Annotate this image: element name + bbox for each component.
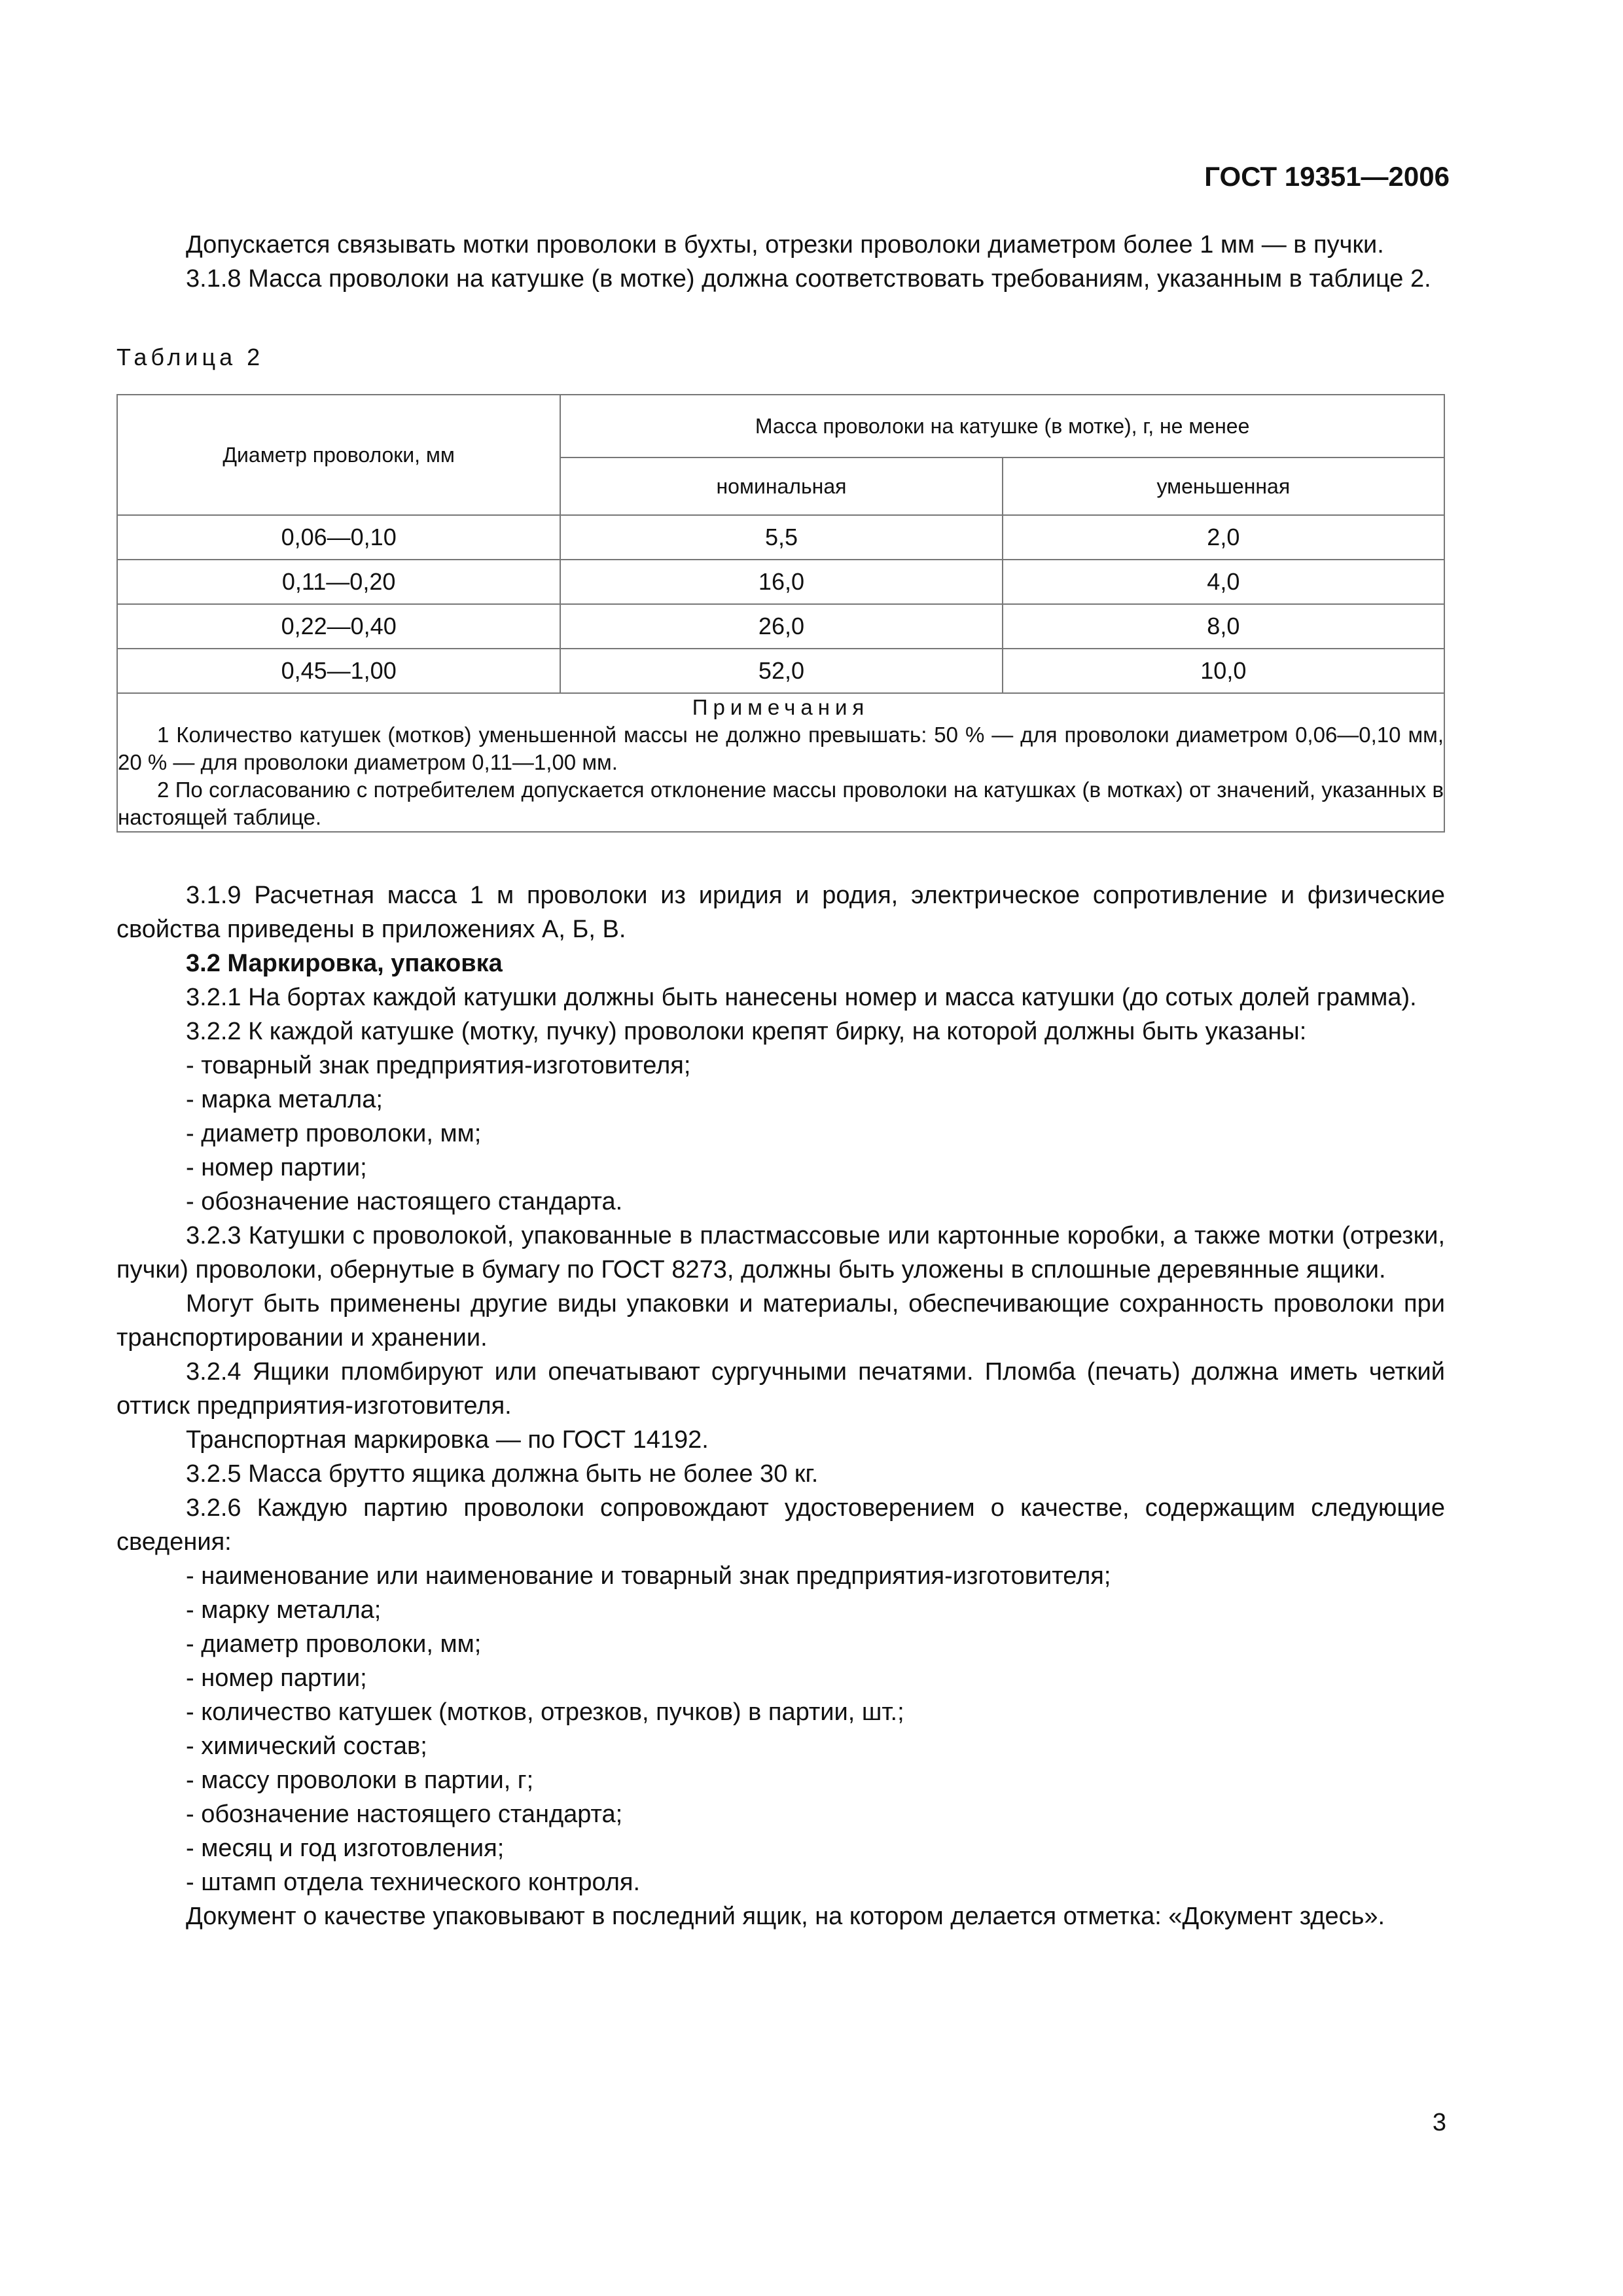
note-2: 2 По согласованию с потребителем допускается отклонение массы проволоки на катушках (в мотках) от значений, указанных в настоящей таблице. — [118, 778, 1444, 829]
paragraph-3-2-6: 3.2.6 Каждую партию проволоки сопровождают удостоверением о качестве, содержащим следующие сведения: — [116, 1494, 1445, 1556]
table-row — [117, 649, 1444, 693]
header-nominal: номинальная — [560, 457, 1002, 515]
cell-reduced: 8,0 — [1003, 604, 1444, 649]
table-notes-row — [117, 693, 1444, 832]
list-3-2-2 — [116, 1049, 1445, 1219]
notes-title: Примечания — [692, 695, 870, 719]
cell-nominal: 26,0 — [560, 604, 1002, 649]
header-diameter: Диаметр проволоки, мм — [117, 395, 560, 515]
intro-paragraph: Допускается связывать мотки проволоки в бухты, отрезки проволоки диаметром более 1 мм — в пучки. — [186, 231, 1384, 259]
document-header: ГОСТ 19351—2006 — [1204, 161, 1450, 192]
list-item: - марку металла; — [186, 1596, 382, 1624]
table-row — [117, 604, 1444, 649]
table-header-row — [117, 395, 1444, 457]
list-item: - количество катушек (мотков, отрезков, пучков) в партии, шт.; — [186, 1698, 904, 1726]
table-row — [117, 560, 1444, 604]
section-heading-3-2: 3.2 Маркировка, упаковка — [186, 950, 503, 977]
table-row — [117, 515, 1444, 560]
cell-nominal: 5,5 — [560, 515, 1002, 560]
list-item: - месяц и год изготовления; — [186, 1835, 505, 1862]
paragraph-3-2-4: 3.2.4 Ящики пломбируют или опечатывают сургучными печатями. Пломба (печать) должна иметь четкий оттиск предприятия-изготовителя. — [116, 1358, 1445, 1420]
cell-diameter: 0,11—0,20 — [117, 560, 560, 604]
list-item: - массу проволоки в партии, г; — [186, 1767, 534, 1794]
cell-reduced: 10,0 — [1003, 649, 1444, 693]
page-number: 3 — [1432, 2109, 1446, 2136]
list-item: - штамп отдела технического контроля. — [186, 1869, 641, 1896]
cell-reduced: 4,0 — [1003, 560, 1444, 604]
note-1: 1 Количество катушек (мотков) уменьшенной массы не должно превышать: 50 % — для проволоки диаметром 0,06—0,10 мм, 20 % — для проволоки диаметром 0,11—1,00 мм. — [118, 723, 1444, 774]
header-mass: Масса проволоки на катушке (в мотке), г, не менее — [560, 395, 1444, 457]
list-item: - марка металла; — [186, 1086, 383, 1113]
cell-diameter: 0,06—0,10 — [117, 515, 560, 560]
list-item: - обозначение настоящего стандарта. — [186, 1188, 623, 1215]
list-item: - диаметр проволоки, мм; — [186, 1630, 482, 1658]
list-item: - товарный знак предприятия-изготовителя; — [186, 1052, 691, 1079]
document-body — [116, 228, 1445, 1933]
list-item: - номер партии; — [186, 1154, 367, 1181]
table-caption: Таблица 2 — [116, 344, 264, 370]
list-3-2-6 — [116, 1559, 1445, 1899]
paragraph-3-2-2: 3.2.2 К каждой катушке (мотку, пучку) проволоки крепят бирку, на которой должны быть указаны: — [186, 1018, 1307, 1045]
paragraph-final: Документ о качестве упаковывают в последний ящик, на котором делается отметка: «Документ здесь». — [186, 1903, 1385, 1930]
paragraph-3-2-5: 3.2.5 Масса брутто ящика должна быть не более 30 кг. — [186, 1460, 819, 1488]
paragraph-3-1-9: 3.1.9 Расчетная масса 1 м проволоки из иридия и родия, электрическое сопротивление и физические свойства приведены в приложениях А, Б, В. — [116, 882, 1445, 943]
paragraph-3-2-3: 3.2.3 Катушки с проволокой, упакованные в пластмассовые или картонные коробки, а также мотки (отрезки, пучки) проволоки, обернутые в бумагу по ГОСТ 8273, должны быть уложены в сплошные деревянные ящики. — [116, 1222, 1445, 1283]
list-item: - обозначение настоящего стандарта; — [186, 1801, 623, 1828]
list-item: - номер партии; — [186, 1664, 367, 1692]
cell-nominal: 52,0 — [560, 649, 1002, 693]
list-item: - химический состав; — [186, 1732, 427, 1760]
cell-reduced: 2,0 — [1003, 515, 1444, 560]
cell-diameter: 0,22—0,40 — [117, 604, 560, 649]
paragraph-transport-marking: Транспортная маркировка — по ГОСТ 14192. — [186, 1426, 709, 1454]
table-2 — [116, 394, 1445, 833]
list-item: - наименование или наименование и товарный знак предприятия-изготовителя; — [186, 1562, 1111, 1590]
header-reduced: уменьшенная — [1003, 457, 1444, 515]
paragraph-other-packaging: Могут быть применены другие виды упаковки и материалы, обеспечивающие сохранность проволоки при транспортировании и хранении. — [116, 1290, 1445, 1352]
cell-diameter: 0,45—1,00 — [117, 649, 560, 693]
paragraph-3-2-1: 3.2.1 На бортах каждой катушки должны быть нанесены номер и масса катушки (до сотых долей грамма). — [186, 984, 1417, 1011]
cell-nominal: 16,0 — [560, 560, 1002, 604]
paragraph-3-1-8: 3.1.8 Масса проволоки на катушке (в мотке) должна соответствовать требованиям, указанным в таблице 2. — [186, 265, 1431, 293]
list-item: - диаметр проволоки, мм; — [186, 1120, 482, 1147]
table-notes — [117, 693, 1444, 832]
